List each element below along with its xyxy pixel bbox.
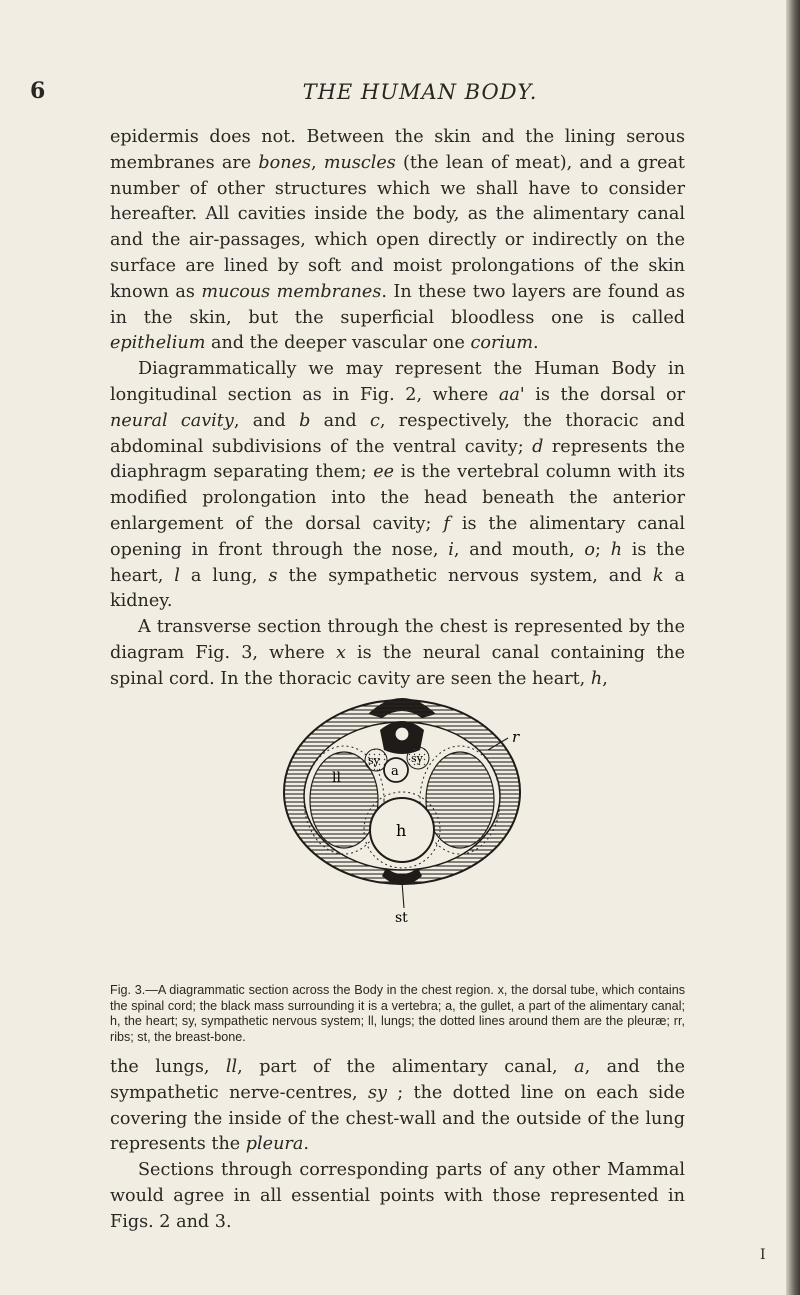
text-run: and the deeper vascular one [205,333,471,354]
letter-ref: sy [367,1082,387,1103]
text-run: . In these two layers are found as in the skin, but the superficial bloodless one is called [110,281,686,328]
paragraph-5: Sections through corresponding parts of any other Mammal would agree in all essential points with those represented in Figs. 2 and 3. [110,1160,685,1232]
text-run: is the dorsal or [524,384,685,405]
text-run: ; [595,539,611,560]
letter-ref: b [299,410,311,431]
caption-fig-number: Fig. 3. [110,983,146,997]
running-head: THE HUMAN BODY. [302,80,538,104]
paragraph-2 [110,357,685,615]
body-text [110,125,685,693]
term-pleura: pleura [245,1134,304,1155]
text-run: , [602,668,608,689]
letter-ref: h [590,668,603,689]
letter-ref: aa' [498,384,525,405]
neural-canal [395,727,409,741]
paragraph-4 [110,1055,685,1158]
letter-ref: a [574,1057,585,1077]
body-text-continued [110,1055,685,1236]
text-run: is the heart, [110,539,685,586]
text-run: , respectively, the thoracic and abdominal subdivisions of the ventral cavity; [110,410,685,457]
term-corium: corium [470,333,534,354]
text-run: ; the dotted line on each side covering the inside of the chest-wall and the outside of the lung represents the [110,1082,685,1155]
text-run: and [310,410,370,431]
text-run: (the lean of meat), and a great number of other structures which we shall have to consider hereafter. All cavities inside the body, as the alimentary canal and the air-passages, which open directly or indirectly on the surface are lined by soft and moist prolongations of the skin known as [110,152,685,302]
letter-ref: ll [225,1057,238,1077]
text-run: epidermis does not. Between the skin and the lining serous membranes are [110,127,685,173]
page-number: 6 [30,78,46,104]
figure-caption [110,983,685,1045]
text-run: A transverse section through the chest is represented by the diagram Fig. 3, where [110,617,685,663]
label-sy-left: sy [368,754,380,767]
term-muscles: muscles [323,152,396,173]
term-bones: bones [258,152,312,173]
text-run: , and mouth, [453,539,585,560]
text-run: , part of the alimentary canal, [237,1057,575,1077]
letter-ref: i [448,539,454,560]
caption-text: —A diagrammatic section across the Body in the chest region. x, the dorsal tube, which contains the spinal cord; the black mass surrounding it is a vertebra; a, the gullet, a part of the alimentary canal; h, the heart; sy, sympathetic nervous system; ll, lungs; the dotted lines around them are the pleuræ; rr, ribs; st, the breast-bone. [110,983,685,1044]
text-run: the sympathetic nervous system, and [277,565,653,586]
text-run: Diagrammatically we may represent the Human Body in longitudinal section as in Fig. 2, where [110,359,685,405]
text-run: . [303,1134,309,1155]
text-run: is the neural canal containing the spinal cord. In the thoracic cavity are seen the heart, [110,642,685,689]
letter-ref: ee [373,462,395,483]
text-run: . [533,333,539,354]
label-ll: ll [332,770,341,786]
text-run: , [311,152,324,173]
text-run: a lung, [179,565,269,586]
letter-ref: x [335,642,346,663]
letter-ref: f [443,513,450,534]
text-run: , and the sympathetic nerve-centres, [110,1057,686,1103]
text-run: represents the diaphragm separating them; [110,436,685,483]
term-neural-cavity: neural cavity [110,410,234,431]
term-epithelium: epithelium [110,333,206,354]
signature-mark: I [760,1247,766,1263]
paragraph-1 [110,125,685,357]
letter-ref: h [610,539,623,560]
letter-ref: l [174,565,180,586]
text-run: is the alimentary canal opening in front through the nose, [110,513,685,560]
label-a: a [391,764,399,779]
text-run: the lungs, [110,1057,226,1077]
page-edge-shadow [786,0,800,1295]
pointer-st [402,882,404,908]
label-sy-top: sy [411,752,423,765]
letter-ref: s [268,565,278,586]
term-mucous-membranes: mucous membranes [201,281,382,302]
letter-ref: c [370,410,380,431]
letter-ref: o [584,539,596,560]
text-run: a kidney. [110,565,685,612]
lung-right [426,752,494,848]
label-st: st [395,910,408,926]
letter-ref: k [652,565,664,586]
label-h: h [396,821,407,840]
text-run: , and [233,410,300,431]
text-run: is the vertebral column with its modified prolongation into the head beneath the anterior enlargement of the dorsal cavity; [110,462,685,534]
fig-3-chest-section-diagram [272,672,532,972]
letter-ref: d [532,436,544,457]
label-r: r [512,728,520,746]
